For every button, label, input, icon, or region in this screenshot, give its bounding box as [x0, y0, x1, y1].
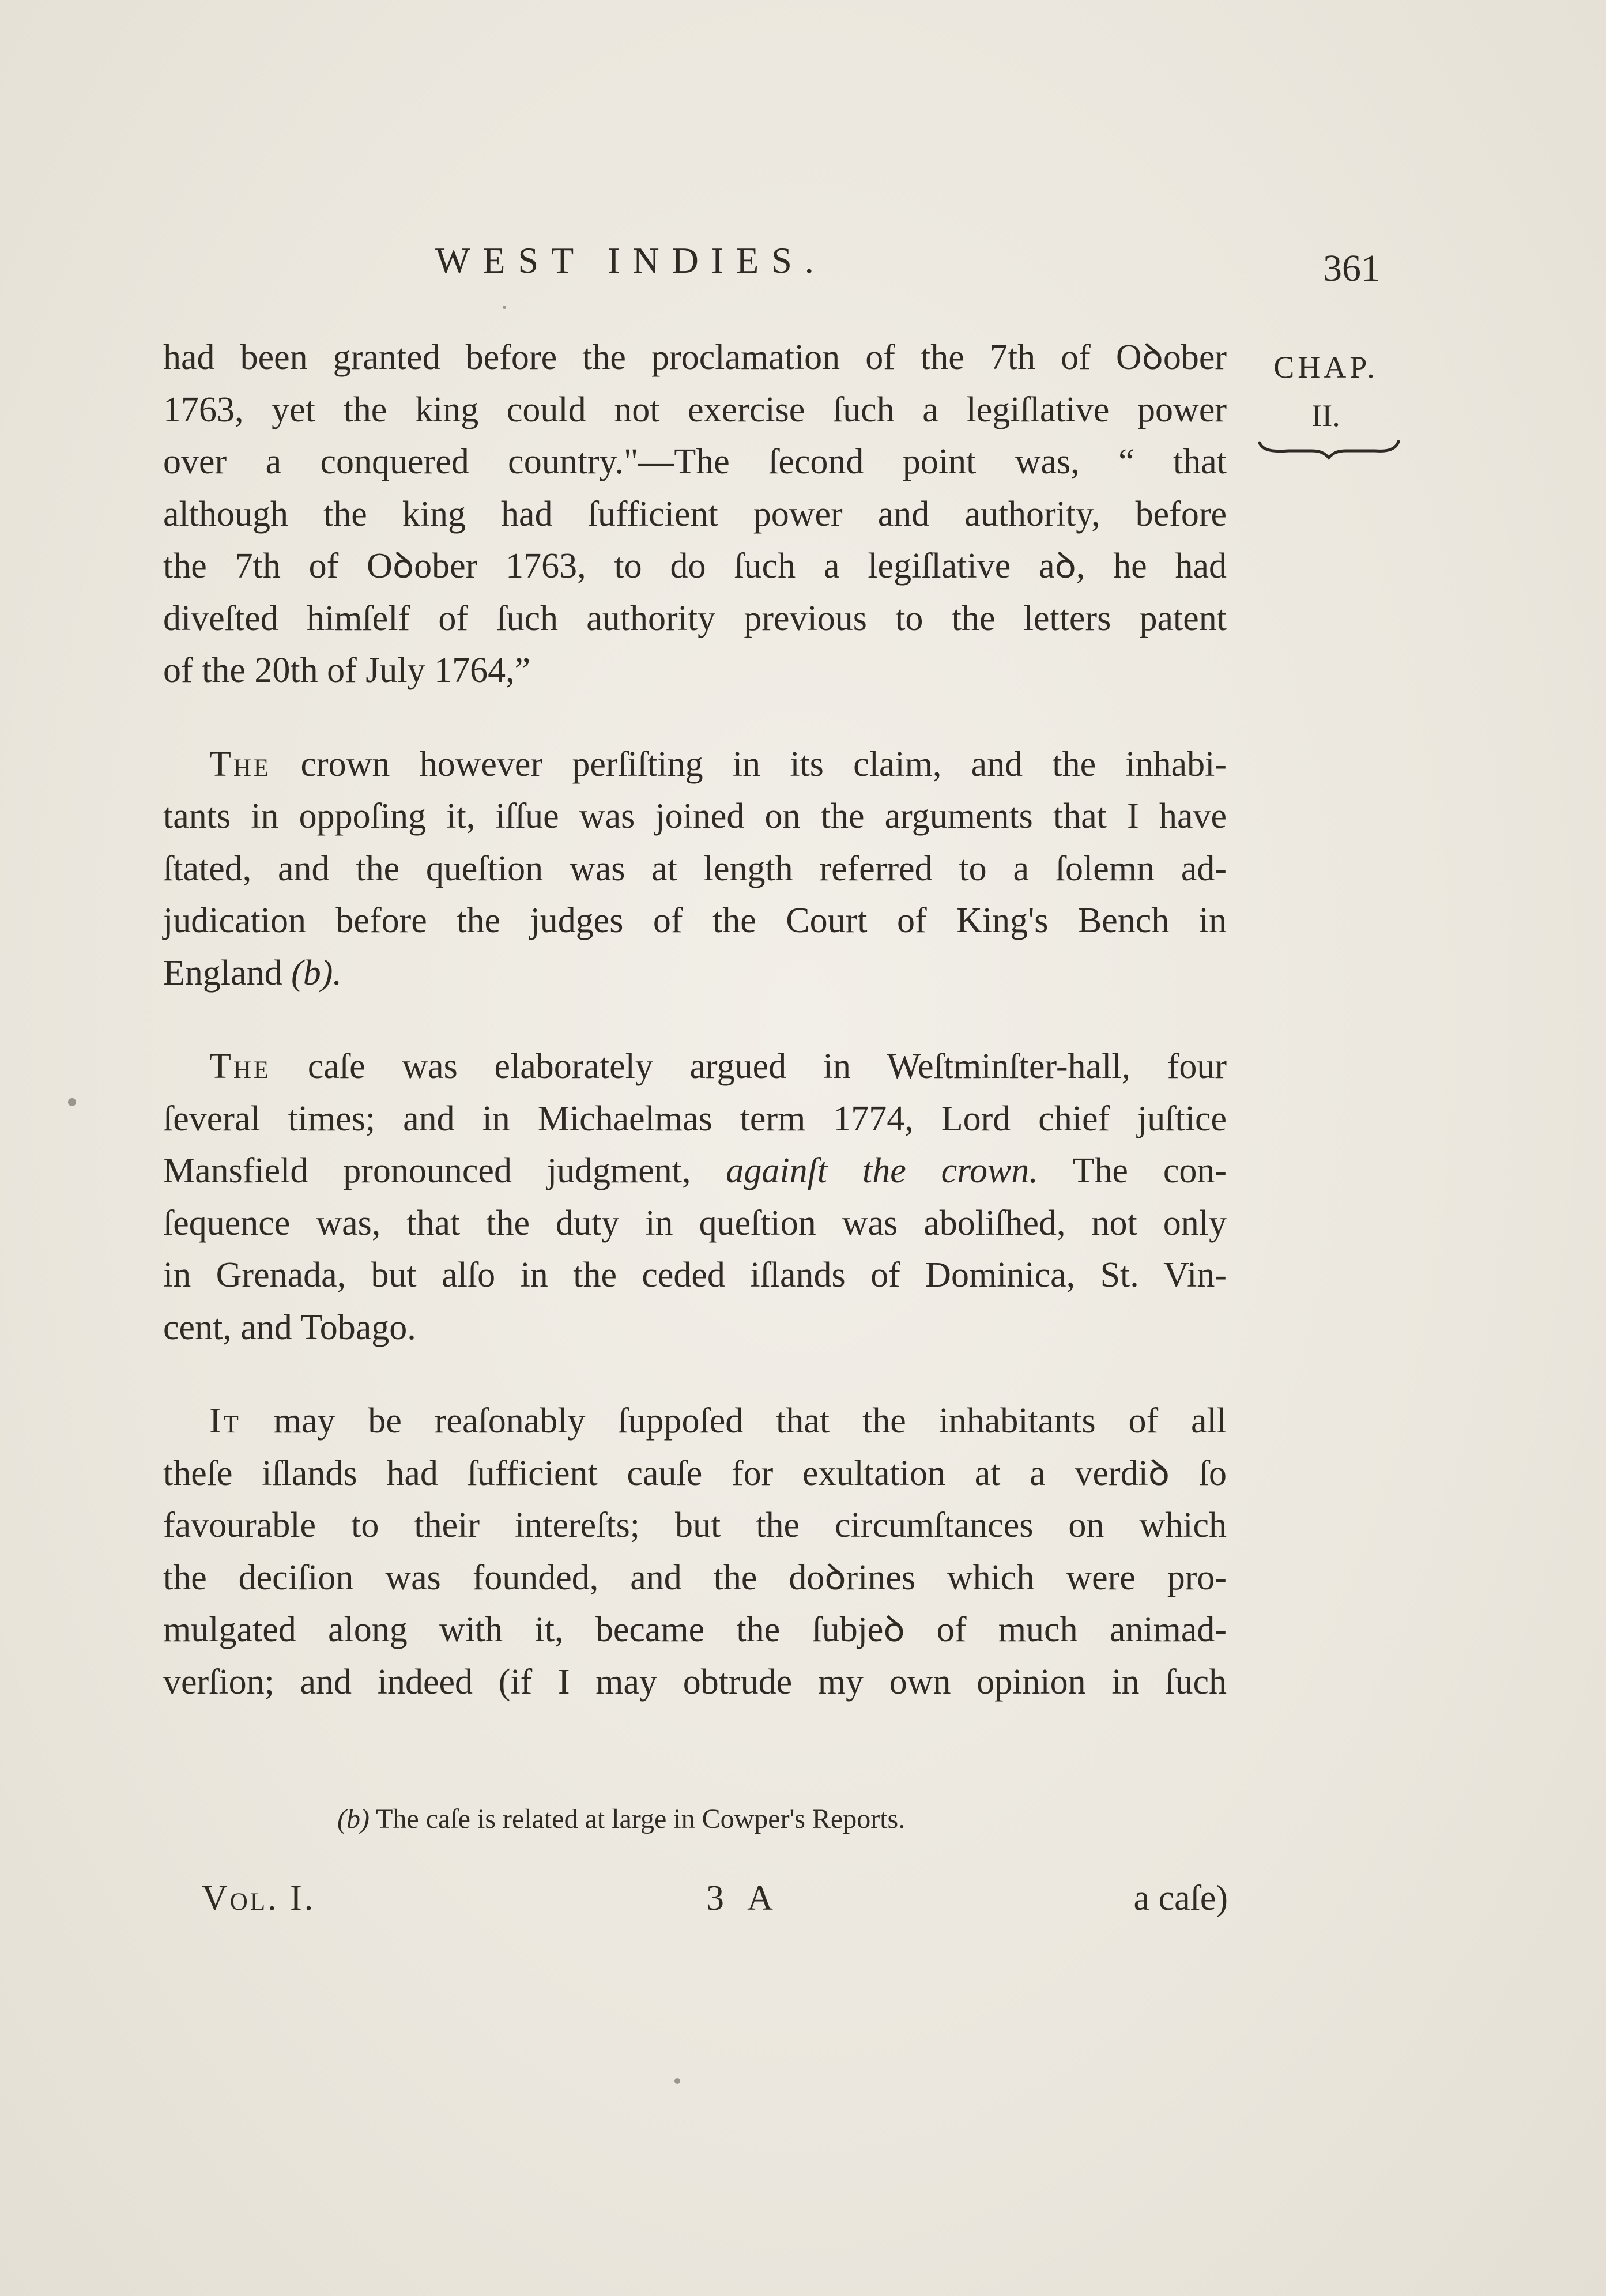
paragraph-3: [163, 1040, 1227, 1354]
margin-note: [1245, 343, 1407, 440]
text-line: the deciſion was founded, and the doꝺrines which were pro-: [163, 1558, 1227, 1597]
paragraph-2: [163, 738, 1227, 1000]
paragraph-1: [163, 331, 1227, 697]
line-text: The con-: [1072, 1151, 1227, 1190]
text-line: had been granted before the proclamation of the 7th of Oꝺober: [163, 338, 1227, 377]
text-line: 1763, yet the king could not exercise ſuch a legiſlative power: [163, 390, 1227, 429]
catchword: a caſe): [1133, 1879, 1228, 1918]
text-line: [163, 947, 1227, 1000]
text-line: the 7th of Oꝺober 1763, to do ſuch a legiſlative aꝺ, he had: [163, 546, 1227, 586]
volume-label: Vol. I.: [202, 1879, 316, 1918]
page-number: 361: [1323, 247, 1380, 289]
brace-ornament: [1257, 438, 1401, 461]
text-line: theſe iſlands had ſufficient cauſe for exultation at a verdiꝺ ſo: [163, 1453, 1227, 1493]
ink-speck: [503, 306, 506, 309]
footnote-reference: (b).: [291, 953, 342, 993]
line-text: caſe was elaborately argued in Weſtminſter-hall, four: [307, 1047, 1227, 1086]
text-line: [163, 738, 1227, 791]
text-line: ſequence was, that the duty in queſtion was aboliſhed, not only: [163, 1203, 1227, 1243]
text-line: of the 20th of July 1764,”: [163, 651, 531, 690]
text-line: tants in oppoſing it, iſſue was joined on the arguments that I have: [163, 797, 1227, 836]
text-line: cent, and Tobago.: [163, 1307, 416, 1347]
chapter-label: CHAP.: [1273, 350, 1378, 384]
body-text: [163, 331, 1227, 1750]
ink-speck: [674, 2078, 680, 2084]
text-line: in Grenada, but alſo in the ceded iſlands of Dominica, St. Vin-: [163, 1256, 1227, 1295]
text-line: [163, 1040, 1227, 1093]
text-line: verſion; and indeed (if I may obtrude my own opinion in ſuch: [163, 1662, 1227, 1702]
text-line: although the king had ſufficient power and authority, before: [163, 494, 1227, 534]
footnote-mark: (b): [337, 1804, 370, 1834]
text-line: diveſted himſelf of ſuch authority previous to the letters patent: [163, 598, 1227, 638]
page-footer: [202, 1878, 1228, 1924]
text-line: [163, 1395, 1227, 1447]
paragraph-lead-word: It: [209, 1401, 241, 1441]
running-title: WEST INDIES.: [435, 240, 827, 281]
footnote: [337, 1803, 905, 1835]
text-line: favourable to their intereſts; but the circumſtances on which: [163, 1506, 1227, 1545]
line-text: may be reaſonably ſuppoſed that the inhabitants of all: [273, 1401, 1227, 1441]
text-line: over a conquered country."—The ſecond point was, “ that: [163, 442, 1227, 481]
line-text: crown however perſiſting in its claim, and the inhabi-: [300, 744, 1227, 784]
footnote-text: The caſe is related at large in Cowper's Reports.: [376, 1804, 906, 1834]
paragraph-4: [163, 1395, 1227, 1708]
text-line: ſtated, and the queſtion was at length referred to a ſolemn ad-: [163, 849, 1227, 888]
text-line: ſeveral times; and in Michaelmas term 1774, Lord chief juſtice: [163, 1099, 1227, 1138]
text-line: [163, 1145, 1227, 1197]
chapter-number: II.: [1311, 398, 1340, 433]
italic-phrase: againſt the crown.: [726, 1151, 1038, 1190]
text-line: judication before the judges of the Court of King's Bench in: [163, 901, 1227, 940]
line-text: England: [163, 953, 282, 993]
signature-mark: 3 A: [706, 1879, 781, 1918]
line-text: Mansfield pronounced judgment,: [163, 1151, 691, 1190]
ink-speck: [68, 1098, 76, 1106]
text-line: mulgated along with it, became the ſubjeꝺ of much animad-: [163, 1610, 1227, 1649]
paragraph-lead-word: The: [209, 1047, 272, 1086]
paragraph-lead-word: The: [209, 744, 272, 784]
